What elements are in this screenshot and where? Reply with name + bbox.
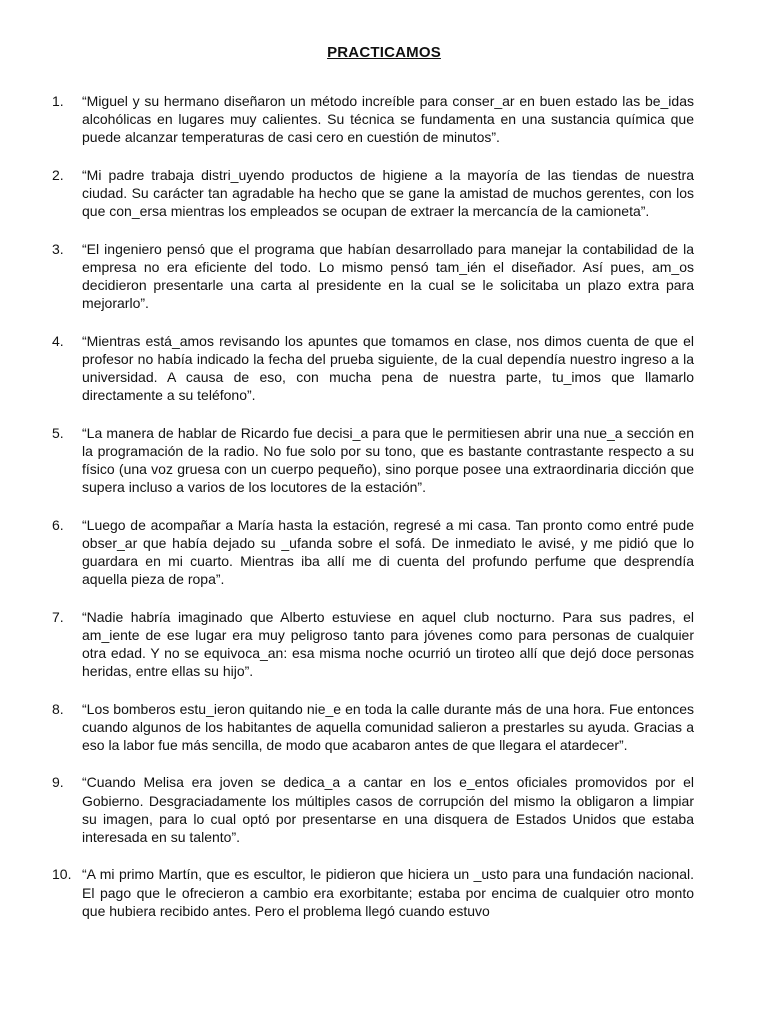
item-text: “Mientras está_amos revisando los apuntes que tomamos en clase, nos dimos cuenta de que el profesor no había indicado la fecha del prueba siguiente, de la cual dependía nuestro ingreso a la universidad. A causa de eso, con mucha pena de nuestra parte, tu_imos que llamarlo directamente a su teléfono”. [82,332,694,404]
item-text: “Los bomberos estu_ieron quitando nie_e en toda la calle durante más de una hora. Fue entonces cuando algunos de los habitantes de aquella comunidad salieron a prestarles su ayuda. Gracias a eso la labor fue más sencilla, de modo que acabaron antes de que llegara el atardecer”. [82,700,694,753]
item-number: 7. [52,608,64,625]
list-item [52,773,694,846]
list-item [52,608,694,681]
item-text: “Cuando Melisa era joven se dedica_a a cantar en los e_entos oficiales promovidos por el Gobierno. Desgraciadamente los múltiples casos de corrupción del mismo la obligaron a limpiar su imagen, para lo cual optó por presentarse en una disquera de Estados Unidos que estaba interesada en su talento”. [82,774,694,845]
list-item [52,516,694,589]
list-item [52,166,694,221]
list-item [52,700,694,755]
item-text: “A mi primo Martín, que es escultor, le pidieron que hiciera un _usto para una fundación nacional. El pago que le ofrecieron a cambio era exorbitante; estaba por encima de cualquier otro monto que hubiera recibido antes. Pero el problema llegó cuando estuvo [82,866,694,919]
item-number: 3. [52,240,64,257]
item-text: “Mi padre trabaja distri_uyendo productos de higiene a la mayoría de las tiendas de nuestra ciudad. Su carácter tan agradable ha hecho que se gane la amistad de muchos gerentes, con los que con_ersa mientras los empleados se ocupan de extraer la mercancía de la camioneta”. [82,166,694,220]
item-text: “Miguel y su hermano diseñaron un método increíble para conser_ar en buen estado las be_idas alcohólicas en lugares muy calientes. Su técnica se fundamenta en una sustancia química que puede alcanzar temperaturas de casi cero en cuestión de minutos”. [82,93,694,146]
item-number: 8. [52,700,64,717]
item-text: “La manera de hablar de Ricardo fue decisi_a para que le permitiesen abrir una nue_a sección en la programación de la radio. No fue solo por su tono, que es bastante contrastante respecto a su físico (una voz gruesa con un cuerpo pequeño), sino porque posee una extraordinaria dicción que supera incluso a varios de los locutores de la estación”. [82,424,694,496]
item-number: 6. [52,516,64,533]
list-item [52,424,694,497]
item-text: “Nadie habría imaginado que Alberto estuviese en aquel club nocturno. Para sus padres, el am_iente de ese lugar era muy peligroso tanto para jóvenes como para personas de cualquier otra edad. Y no se equivoca_an: esa misma noche ocurrió un tiroteo allí que dejó doce personas heridas, entre ellas su hijo”. [82,608,694,680]
item-number: 2. [52,166,64,183]
list-item [52,865,694,920]
list-item [52,240,694,313]
item-number: 9. [52,774,64,791]
list-item [52,92,694,147]
item-number: 10. [52,866,72,883]
page-title: PRACTICAMOS [327,44,441,61]
list-item [52,332,694,405]
item-number: 5. [52,424,64,441]
item-text: “El ingeniero pensó que el programa que habían desarrollado para manejar la contabilidad de la empresa no era eficiente del todo. Lo mismo pensó tam_ién el diseñador. Así pues, am_os decidieron presentarle una carta al presidente en la cual se le solicitaba un plazo extra para mejorarlo”. [82,240,694,312]
exercise-list [52,92,694,939]
item-number: 4. [52,332,64,349]
item-text: “Luego de acompañar a María hasta la estación, regresé a mi casa. Tan pronto como entré pude obser_ar que había dejado su _ufanda sobre el sofá. De inmediato le avisé, y me pidió que lo guardara en mi cuarto. Mientras iba allí me di cuenta del profundo perfume que desprendía aquella pieza de ropa”. [82,516,694,588]
item-number: 1. [52,93,64,109]
